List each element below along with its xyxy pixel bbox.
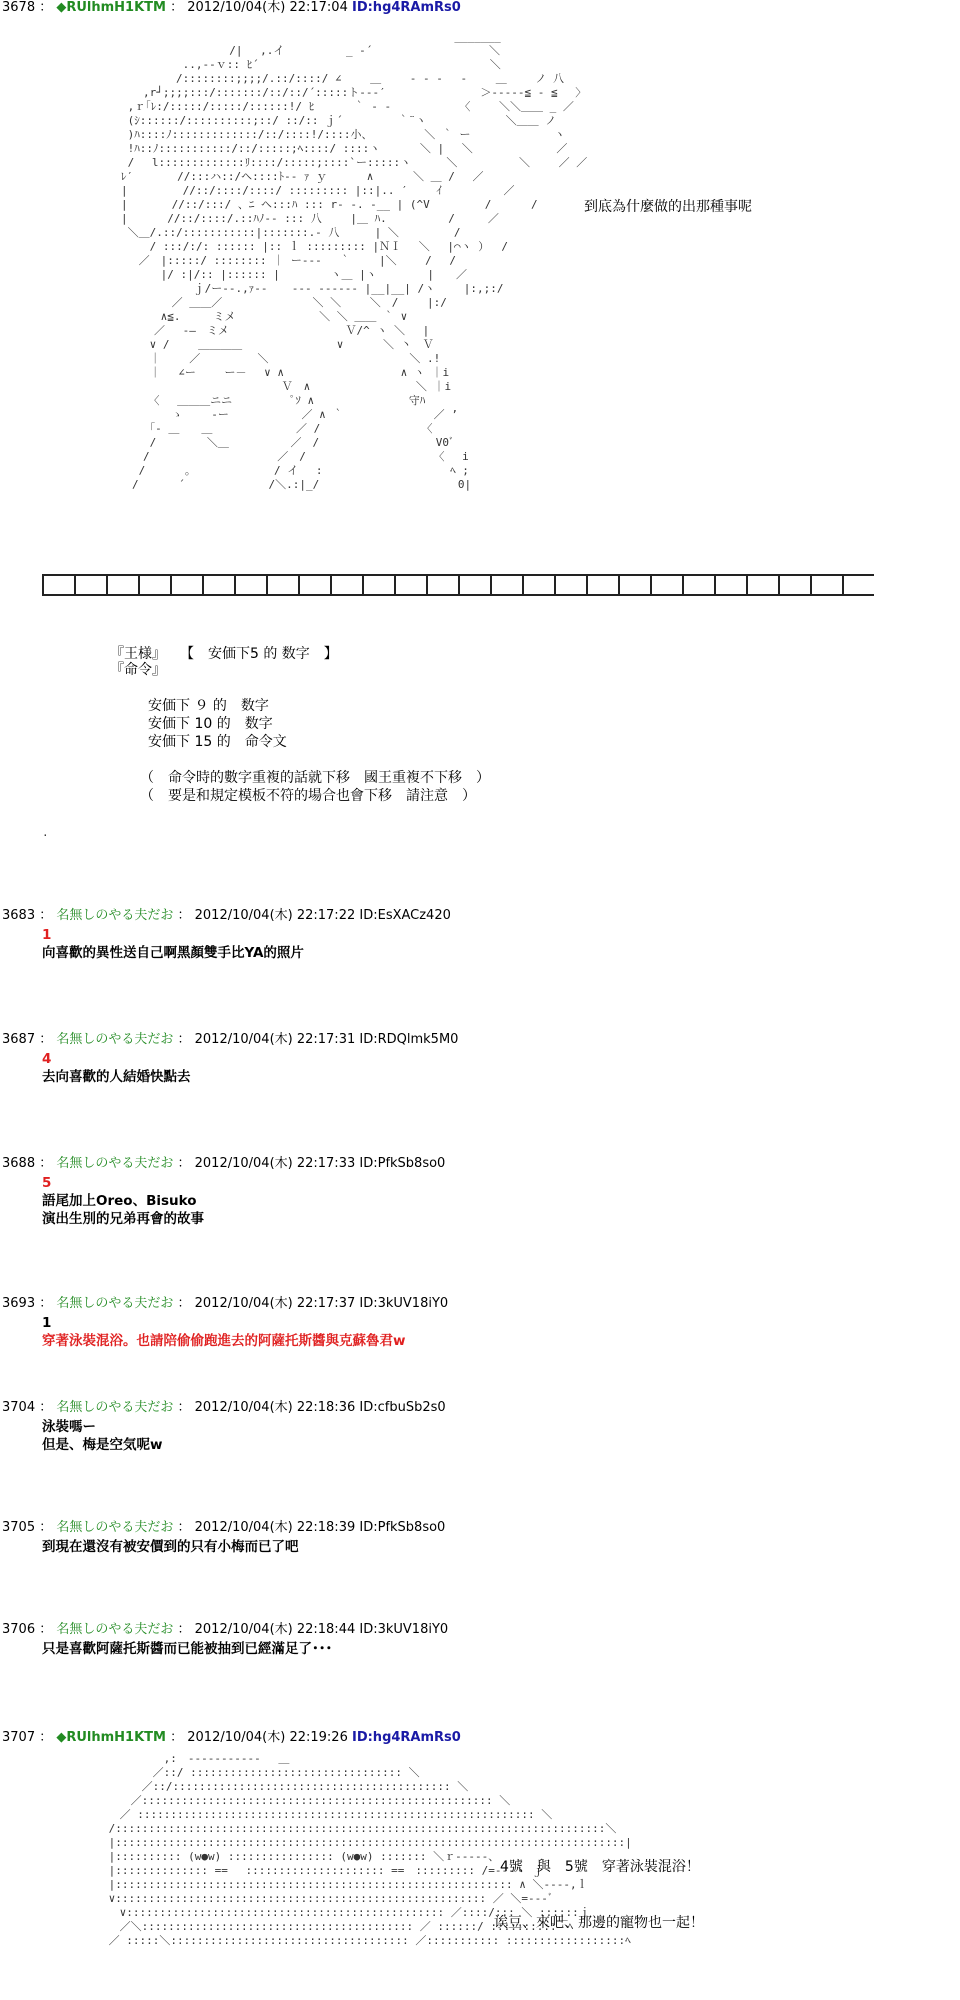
poster-id: ID:RDQlmk5M0 bbox=[359, 1032, 459, 1047]
bottom-caption-1: 4號 與 5號 穿著泳裝混浴！ bbox=[500, 1859, 700, 1875]
poster-name: ◆RUlhmH1KTM bbox=[56, 0, 166, 15]
post-header-3688: 3688 ： 名無しのやる夫だお ： 2012/10/04(木) 22:17:33 ID:PfkSb8so0 bbox=[2, 1156, 446, 1171]
post-body: 語尾加上Oreo、Bisuko bbox=[42, 1193, 197, 1209]
post-number: 3678 bbox=[2, 0, 36, 15]
poster-id: ID:hg4RAmRs0 bbox=[351, 0, 461, 15]
post-header-3706: 3706 ： 名無しのやる夫だお ： 2012/10/04(木) 22:18:44 ID:3kUV18iY0 bbox=[2, 1622, 449, 1637]
post-number: 3687 bbox=[2, 1032, 36, 1047]
post-date: 2012/10/04(木) 22:17:22 bbox=[194, 908, 356, 923]
divider-ruler bbox=[42, 574, 874, 596]
post-date: 2012/10/04(木) 22:17:04 bbox=[187, 0, 348, 15]
king-game-rules bbox=[110, 624, 338, 664]
post-date: 2012/10/04(木) 22:18:44 bbox=[194, 1622, 356, 1637]
post-header-3687: 3687 ： 名無しのやる夫だお ： 2012/10/04(木) 22:17:31 ID:RDQlmk5M0 bbox=[2, 1032, 459, 1047]
top-caption: 到底為什麼做的出那種事呢 bbox=[584, 199, 752, 215]
poster-name: 名無しのやる夫だお bbox=[56, 1622, 174, 1637]
post-header-3704: 3704 ： 名無しのやる夫だお ： 2012/10/04(木) 22:18:36 ID:cfbuSb2s0 bbox=[2, 1400, 446, 1415]
poster-name: 名無しのやる夫だお bbox=[56, 1032, 174, 1047]
post-anchor: 4 bbox=[42, 1051, 52, 1067]
dot-mark: . bbox=[42, 826, 49, 839]
poster-name: 名無しのやる夫だお bbox=[56, 908, 174, 923]
ascii-art-character: _______ /| ,.イ _ ‐´ ＼ ..,--ｖ:: ﾋ´ ＼ /::::::::;;;;/.::/::::/ ∠ ＿ ‐ ‐ ‐ - ＿ ノ 八 ,r┘;;;;:::/:::::::/::/::/´:::::ト‐‐‐′ ＞‐‐‐‐‐≦ - ≦ 〉 ,ｒ｢ﾚ:/:::::/:::::/::::::!/ ﾋ ｀ ‐ ‐ 〈 ＼＼＿＿ _ ／ (ｼ::::::/::::::::::;::/ ::/:: ｊ´ ｀¨ヽ ＼＿＿ ノ )ﾊ::::ﾉ:::::::::::::/::/::::!/::::小、 ＼ ｀ ー ヽ !ﾊ::ﾉ:::::::::::/::/:::::;ﾍ::::/ ::::ヽ ＼ | ＼ ／ / l:::::::::::::ﾘ::::/:::::;::::`ー:::::ヽ ＼ ＼ ／ ／ ﾚ′ //:::ハ::/ヘ::::ﾄ-‐ ｧ ｙ ∧ ＼ ＿ / ／ | //::/::::/::::/ ::::::::: |::|.. ′ ｲ ／ | //::/:::/ 、ﾆ ヘ:::ﾊ ::: r‐ ‐. -__ | (^V / / | //::/::::/.::ﾊﾉ‐‐ ::: 八 |＿ ﾊ. / ／ ＼＿/.::/:::::::::::|:::::::.‐ 八 | ＼ / / :::/:/: :::::: |:: ｌ ::::::::: |ＮⅠ ＼ |⌒ヽ ） / ／ |:::::/ :::::::: ｜ ー‐‐‐ ｀ |＼ / / |/ :|/:: |:::::: | ヽ＿ |ヽ | ／ ｊ/ー‐‐.,ｧ‐‐ ‐‐‐ -‐‐‐‐‐ |__|__| /ヽ |:,;:/ ／ ＿＿／ ＼ ＼ ＼ / |:/ ∧≦. ミメ ＼ ＼ ＿＿ ｀ ∨ ／ ‐― ミメ Ｖ/^ ヽ ＼ | ∨ / ＿＿＿＿ ∨ ＼ 丶 Ｖ ｜ ／ ＼ ＼ .! ｜ ∠ー ー－ ∨ ∧ ∧ ヽ ｜i Ｖ ∧ ＼ ｜i 〈 ＿＿＿ニニ ﾟｿ ∧ 守ﾊ ゝ ‐ー ／ ∧ ｀ ／ ’ ｢‐ ＿ ＿ ／ / 〈 / ＼＿ ／ / V0ﾞ / ／ / 〈 i / ｡ / イ : ﾍ ; / ´ /＼.:|_/ 0| bbox=[120, 30, 588, 491]
king-label: 『王様』 bbox=[110, 646, 159, 662]
post-header-3678: 3678 ： ◆RUlhmH1KTM ： 2012/10/04(木) 22:17:04 ID:hg4RAmRs0 bbox=[2, 0, 461, 15]
post-anchor: 1 bbox=[42, 1315, 52, 1331]
post-body: 穿著泳裝混浴。也請陪偷偷跑進去的阿薩托斯醬與克蘇魯君w bbox=[42, 1333, 406, 1349]
post-body: 演出生別的兄弟再會的故事 bbox=[42, 1211, 204, 1227]
post-number: 3693 bbox=[2, 1296, 36, 1311]
post-body: 但是、梅是空気呢w bbox=[42, 1437, 163, 1453]
post-header-3705: 3705 ： 名無しのやる夫だお ： 2012/10/04(木) 22:18:39 ID:PfkSb8so0 bbox=[2, 1520, 446, 1535]
post-anchor: 1 bbox=[42, 927, 52, 943]
post-number: 3706 bbox=[2, 1622, 36, 1637]
poster-id: ID:cfbuSb2s0 bbox=[359, 1400, 446, 1415]
rule-note: （ 命令時的數字重複的話就下移 國王重複不下移 ） bbox=[140, 770, 490, 786]
poster-id: ID:3kUV18iY0 bbox=[359, 1296, 449, 1311]
post-date: 2012/10/04(木) 22:17:33 bbox=[194, 1156, 356, 1171]
bottom-caption-2: 诶豆、來吧、那邊的寵物也一起！ bbox=[494, 1915, 704, 1931]
post-number: 3705 bbox=[2, 1520, 36, 1535]
post-anchor: 5 bbox=[42, 1175, 52, 1191]
poster-name: 名無しのやる夫だお bbox=[56, 1400, 174, 1415]
post-body: 到現在還沒有被安價到的只有小梅而已了吧 bbox=[42, 1539, 299, 1555]
order-row: 安価下 15 的 命令文 bbox=[148, 734, 287, 750]
poster-name: 名無しのやる夫だお bbox=[56, 1156, 174, 1171]
poster-name: 名無しのやる夫だお bbox=[56, 1296, 174, 1311]
poster-id: ID:EsXACz420 bbox=[359, 908, 451, 923]
post-date: 2012/10/04(木) 22:18:39 bbox=[194, 1520, 356, 1535]
post-number: 3704 bbox=[2, 1400, 36, 1415]
order-row: 安価下 10 的 数字 bbox=[148, 716, 273, 732]
order-label: 『命令』 bbox=[110, 662, 166, 678]
post-date: 2012/10/04(木) 22:18:36 bbox=[194, 1400, 356, 1415]
poster-id: ID:PfkSb8so0 bbox=[359, 1520, 446, 1535]
rule-note: （ 要是和規定模板不符的場合也會下移 請注意 ） bbox=[140, 788, 476, 804]
post-body: 向喜歡的異性送自己啊黑顏雙手比YA的照片 bbox=[42, 945, 304, 961]
post-header-3707: 3707 ： ◆RUlhmH1KTM ： 2012/10/04(木) 22:19:26 ID:hg4RAmRs0 bbox=[2, 1730, 461, 1745]
post-date: 2012/10/04(木) 22:19:26 bbox=[187, 1730, 348, 1745]
poster-id: ID:3kUV18iY0 bbox=[359, 1622, 449, 1637]
poster-name: 名無しのやる夫だお bbox=[56, 1520, 174, 1535]
ascii-art-creature: ,: ‐‐‐‐‐‐‐‐‐‐‐ ＿ ／::/ :::::::::::::::::::::::::::::::: ＼ ／::/:::::::::::::::::::::::::::::::::::::::::: ＼ ／::::::::::::::::::::::::::::::::::::::::::::::::::::: ＼ ／ :::::::::::::::::::::::::::::::::::::::::::::::::::::::::::: ＼ /::::::::::::::::::::::::::::::::::::::::::::::::::::::::::::::::::::::::::＼ |:::::::::::::::::::::::::::::::::::::::::::::::::::::::::::::::::::::::::::::| |:::::::::: (w●w) :::::::::::::::: (w●w) ::::::: ＼ｒ-‐-‐-、 |:::::::::::::: == ::::::::::::::::::::: == ::::::::: /=‐‐‐ヽ ｊ |:::::::::::::::::::::::::::::::::::::::::::::::::::::::::::: ∧ ＼‐‐‐-,ｌ ∨:::::::::::::::::::::::::::::::::::::::::::::::::::::::: ／ ＼=‐‐‐ﾞ ∨:::::::::::::::::::::::::::::::::::::::::::::::: ／::::/::: ＼ ::::::ｊ ／＼::::::::::::::::::::::::::::::::::::::::: ／ ::::::/ ::::::::::￣ﾍ ／ :::::＼:::::::::::::::::::::::::::::::::::: ／::::::::::: ::::::::::::::::::ﾍ bbox=[108, 1752, 632, 1947]
king-anka: 【 安価下5 的 数字 】 bbox=[187, 646, 338, 662]
post-date: 2012/10/04(木) 22:17:37 bbox=[194, 1296, 356, 1311]
poster-id: ID:PfkSb8so0 bbox=[359, 1156, 446, 1171]
post-number: 3683 bbox=[2, 908, 36, 923]
post-header-3683: 3683 ： 名無しのやる夫だお ： 2012/10/04(木) 22:17:22 ID:EsXACz420 bbox=[2, 908, 451, 923]
post-number: 3707 bbox=[2, 1730, 36, 1745]
post-body: 只是喜歡阿薩托斯醬而已能被抽到已經滿足了･･･ bbox=[42, 1641, 333, 1657]
post-body: 去向喜歡的人結婚快點去 bbox=[42, 1069, 191, 1085]
poster-name: ◆RUlhmH1KTM bbox=[56, 1730, 166, 1745]
poster-id: ID:hg4RAmRs0 bbox=[351, 1730, 461, 1745]
post-header-3693: 3693 ： 名無しのやる夫だお ： 2012/10/04(木) 22:17:37 ID:3kUV18iY0 bbox=[2, 1296, 449, 1311]
post-date: 2012/10/04(木) 22:17:31 bbox=[194, 1032, 356, 1047]
post-number: 3688 bbox=[2, 1156, 36, 1171]
order-row: 安価下 ９ 的 数字 bbox=[148, 698, 269, 714]
post-body: 泳裝嗎ー bbox=[42, 1419, 96, 1435]
